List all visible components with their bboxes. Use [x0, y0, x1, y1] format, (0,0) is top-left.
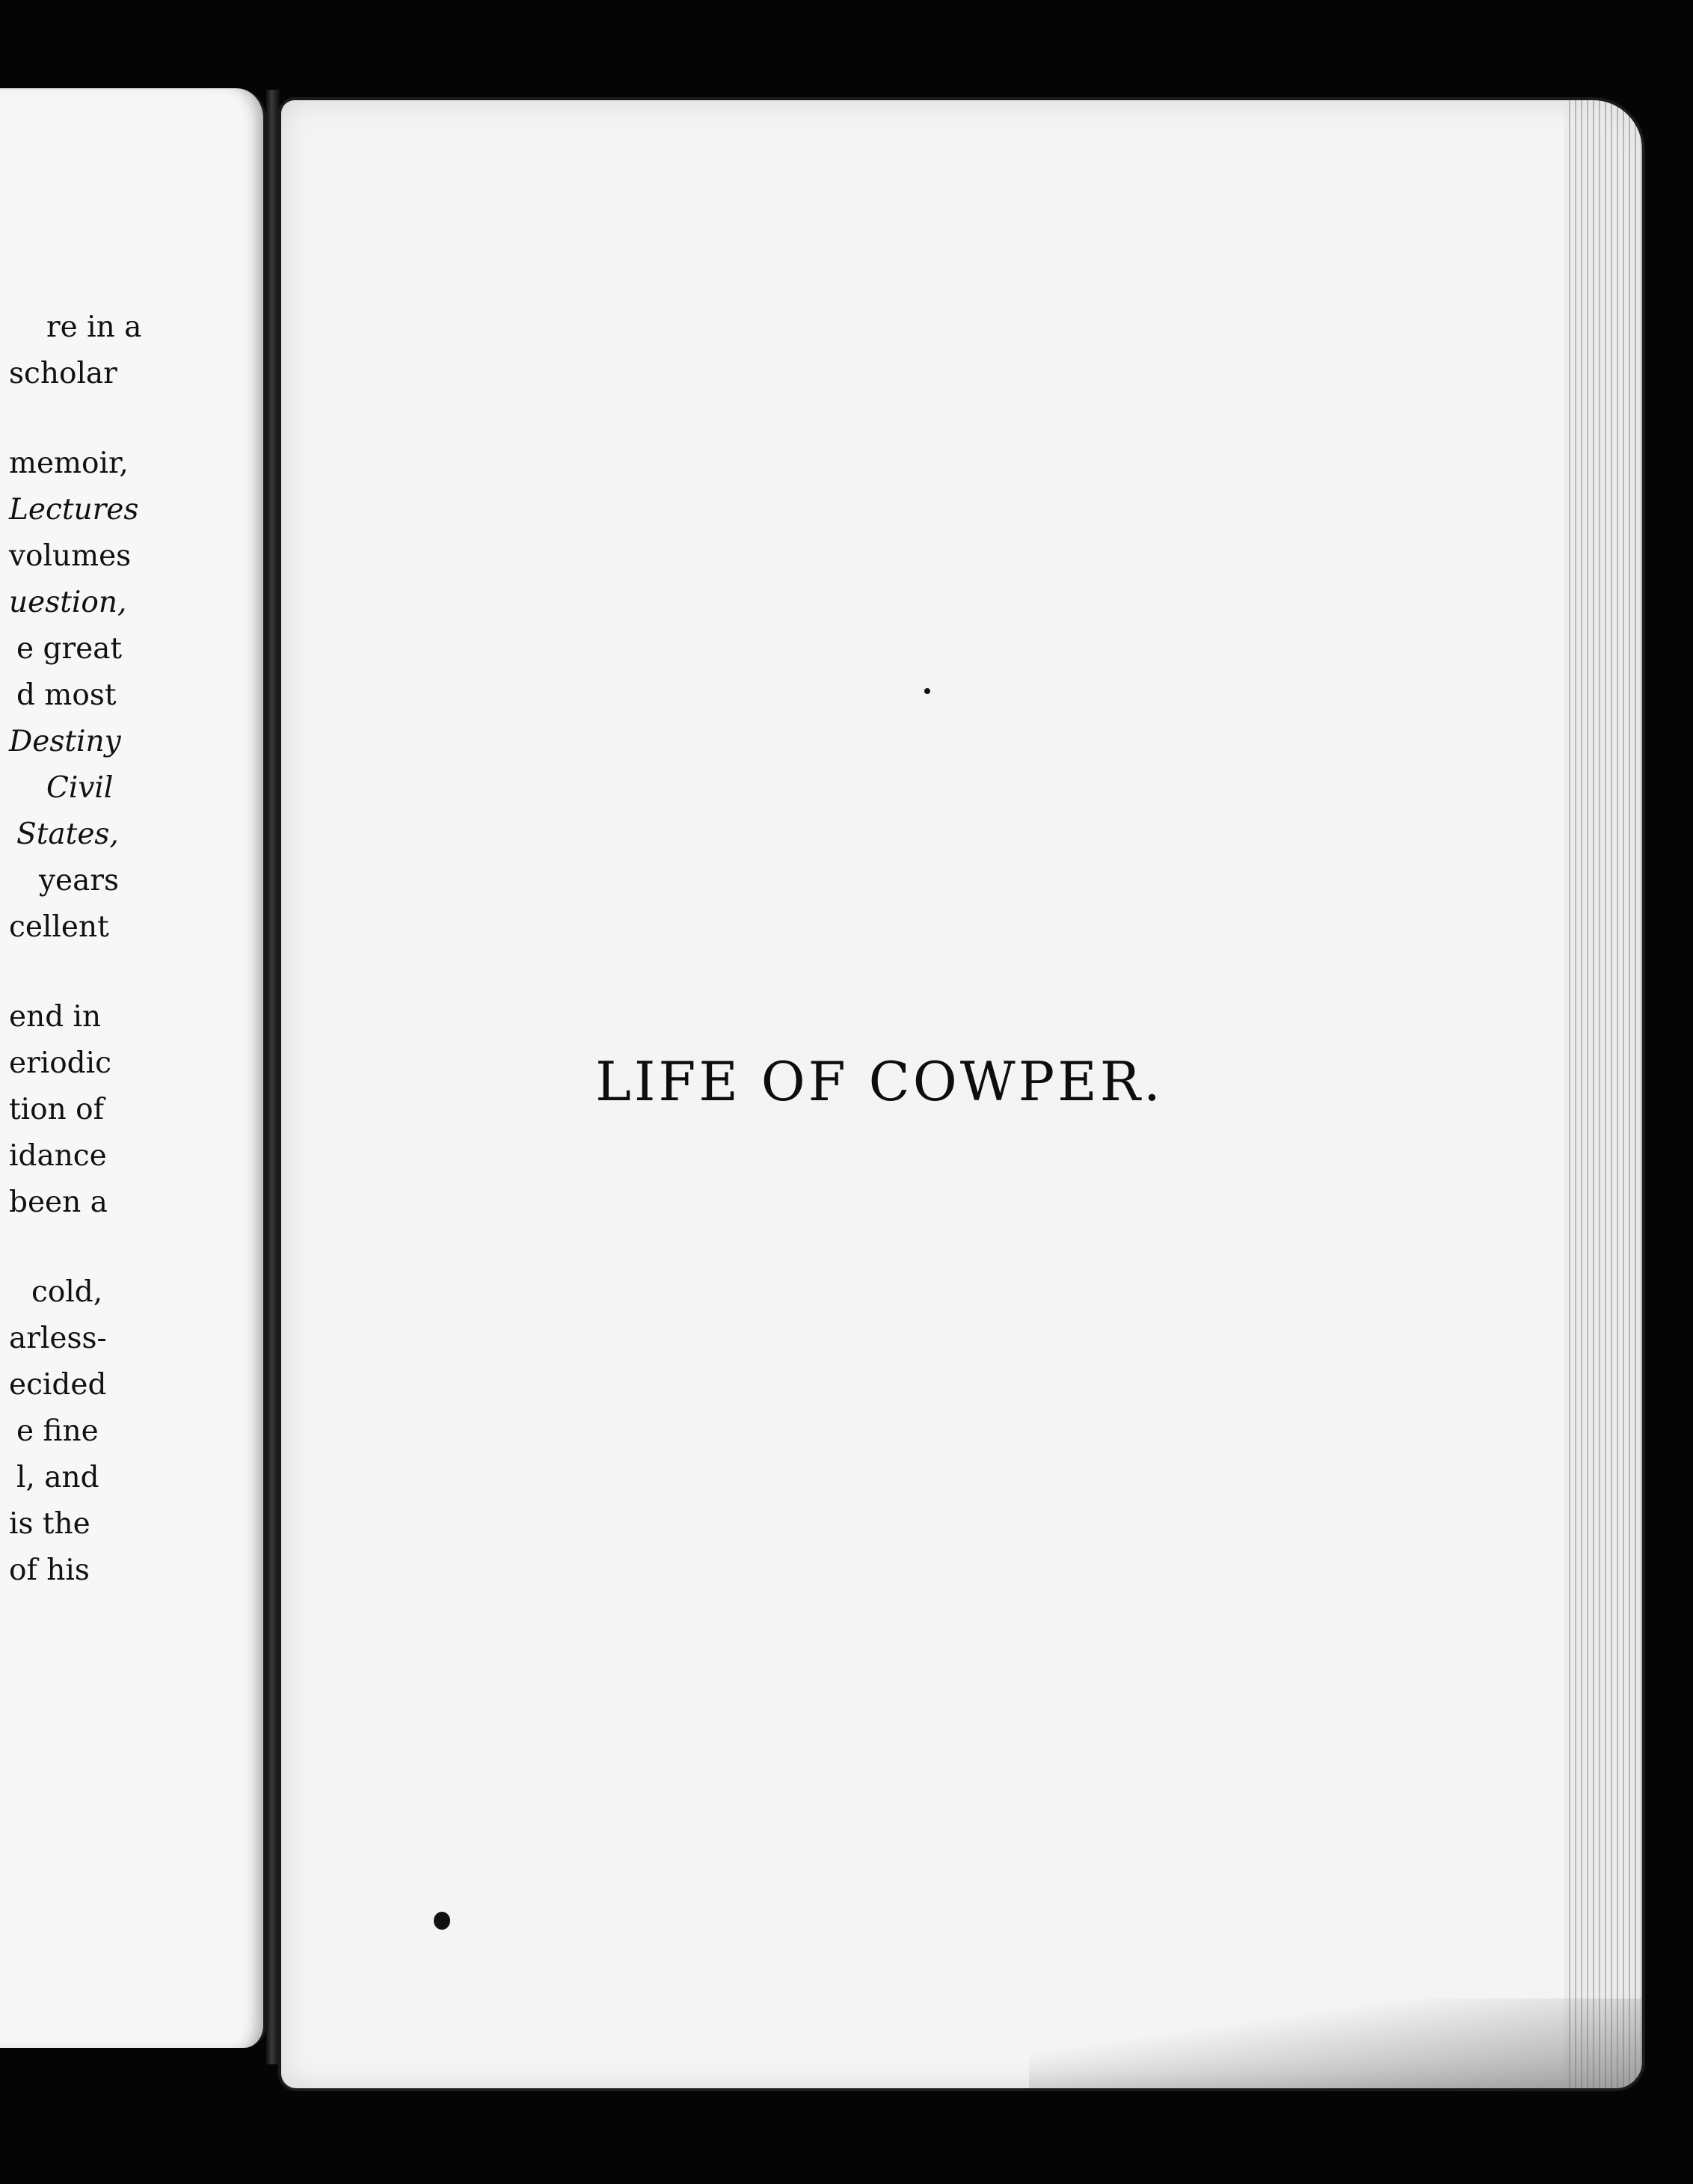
left-page-line: Destiny	[9, 725, 121, 758]
left-page-line: Lectures	[9, 493, 139, 527]
left-page-line: Civil	[46, 771, 114, 805]
left-page-line: re in a	[46, 310, 142, 344]
left-page-line: cold,	[31, 1275, 103, 1309]
left-page-line: idance	[9, 1139, 107, 1173]
left-page-line: been a	[9, 1185, 108, 1219]
left-page-line: arless-	[9, 1322, 107, 1355]
left-page-line: memoir,	[9, 447, 129, 480]
left-page-line: scholar	[9, 357, 117, 390]
left-page-line: l, and	[16, 1461, 99, 1494]
left-page-line: ecided	[9, 1368, 107, 1402]
left-page-line: is the	[9, 1507, 90, 1541]
left-page-line: volumes	[9, 539, 132, 573]
left-page-line: uestion,	[9, 586, 127, 619]
left-page-line: e fine	[16, 1414, 99, 1448]
right-page	[278, 97, 1645, 2091]
left-page-line: eriodic	[9, 1046, 111, 1080]
left-page-line: States,	[16, 818, 119, 851]
left-page-line: years	[39, 864, 120, 898]
left-page-text	[0, 88, 263, 2048]
left-page-line: tion of	[9, 1093, 105, 1126]
corner-wear	[1029, 1999, 1642, 2088]
ink-speck	[434, 1912, 450, 1930]
ink-speck	[924, 688, 930, 694]
page-edge	[1564, 100, 1645, 2088]
left-page-line: of his	[9, 1553, 90, 1587]
left-page-line: e great	[16, 632, 123, 666]
left-page-line: cellent	[9, 910, 109, 944]
left-page-line: end in	[9, 1000, 102, 1034]
left-page	[0, 88, 266, 2048]
page-title: LIFE OF COWPER.	[595, 1050, 1164, 1113]
left-page-line: d most	[16, 678, 117, 712]
